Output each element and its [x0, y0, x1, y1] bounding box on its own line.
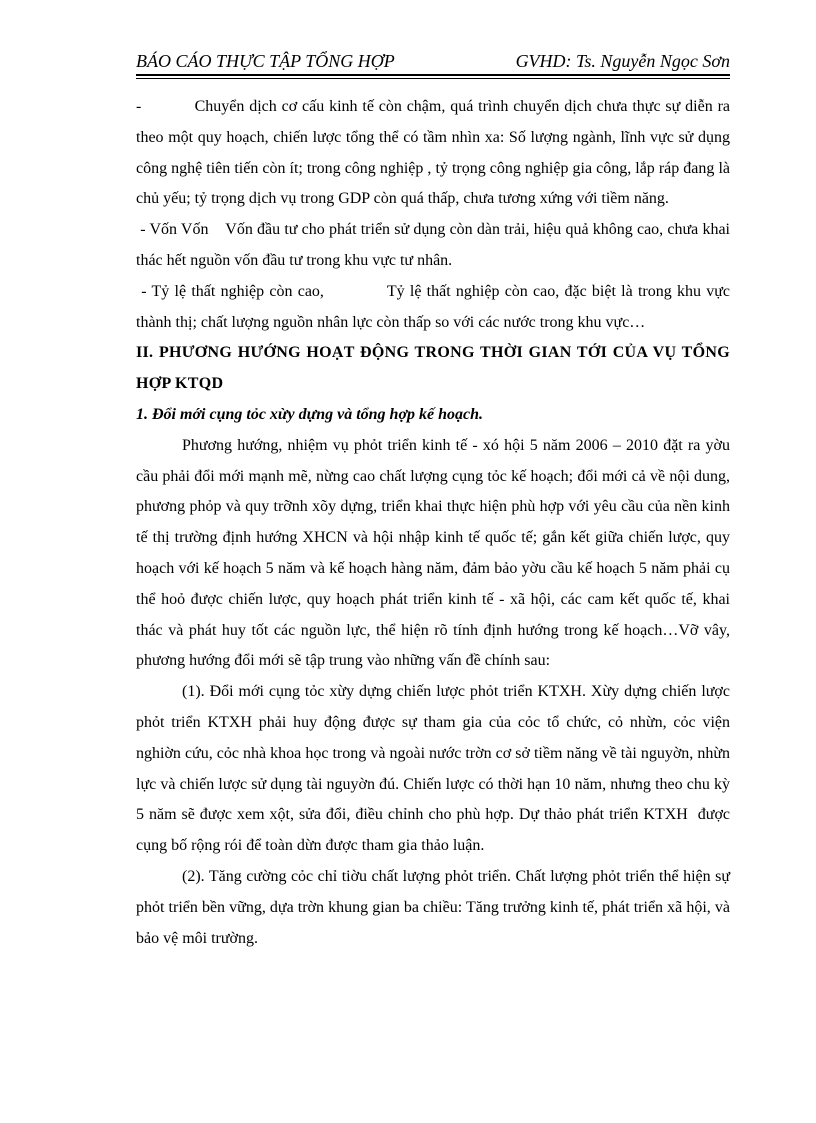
page-header — [136, 50, 730, 76]
section-heading: II. PHƯƠNG HƯỚNG HOẠT ĐỘNG TRONG THỜI GIAN TỚI CỦA VỤ TỔNG HỢP KTQD — [136, 344, 730, 393]
paragraph-strategy-renewal: (1). Đổi mới cụng tỏc xừy dựng chiến lược phỏt triển KTXH. Xừy dựng chiến lược phỏt triển KTXH phải huy động được sự tham gia của cỏc tổ chức, cỏ nhừn, cỏc viện nghiờn cứu, cỏc nhà khoa học trong và ngoài nước trờn cơ sở tiềm năng về tài nguyờn, nhừn lực và chiến lược sử dụng tài nguyờn đú. Chiến lược có thời hạn 10 năm, nhưng theo chu kỳ 5 năm sẽ được xem xột, sửa đổi, điều chỉnh cho phù hợp. Dự thảo phát triển KTXH được cụng bố rộng rói để toàn dừn được tham gia thảo luận. — [136, 683, 730, 855]
header-report-title: BÁO CÁO THỰC TẬP TỔNG HỢP — [136, 51, 395, 71]
paragraph-quality-indicators: (2). Tăng cường cỏc chỉ tiờu chất lượng phỏt triển. Chất lượng phỏt triển thể hiện sự phỏt triển bền vững, dựa trờn khung gian ba chiều: Tăng trưởng kinh tế, phát triển xã hội, và bảo vệ môi trường. — [136, 867, 730, 947]
paragraph-capital: - Vốn Vốn Vốn đầu tư cho phát triển sử dụng còn dàn trải, hiệu quả không cao, chưa khai thác hết nguồn vốn đầu tư trong khu vực tư nhân. — [136, 221, 730, 269]
document-body — [136, 92, 730, 954]
paragraph-unemployment: - Tỷ lệ thất nghiệp còn cao, Tỷ lệ thất nghiệp còn cao, đặc biệt là trong khu vực thành thị; chất lượng nguồn nhân lực còn thấp so với các nước trong khu vực… — [136, 282, 730, 331]
header-supervisor: GVHD: Ts. Nguyễn Ngọc Sơn — [515, 51, 730, 71]
subsection-heading: 1. Đổi mới cụng tỏc xừy dựng và tổng hợp kế hoạch. — [136, 405, 484, 423]
paragraph-direction: Phương hướng, nhiệm vụ phỏt triển kinh tế - xó hội 5 năm 2006 – 2010 đặt ra yờu cầu phải đổi mới mạnh mẽ, nừng cao chất lượng cụng tỏc kế hoạch; đổi mới cả về nội dung, phương phỏp và quy trỡnh xõy dựng, triển khai thực hiện phù hợp với yêu cầu của nền kinh tế thị trường định hướng XHCN và hội nhập kinh tế quốc tế; gắn kết giữa chiến lược, quy hoạch với kế hoạch 5 năm và kế hoạch hàng năm, đảm bảo yờu cầu kế hoạch 5 năm phải cụ thể hoỏ được chiến lược, quy hoạch phát triển kinh tế - xã hội, các cam kết quốc tế, khai thác và phát huy tốt các nguồn lực, thể hiện rõ tính định hướng trong kế hoạch…Vỡ vây, phương hướng đổi mới sẽ tập trung vào những vấn đề chính sau: — [136, 436, 730, 670]
paragraph-economic-structure: - Chuyển dịch cơ cấu kinh tế còn chậm, quá trình chuyển dịch chưa thực sự diễn ra theo một quy hoạch, chiến lược tổng thể có tầm nhìn xa: Số lượng ngành, lĩnh vực sử dụng công nghệ tiên tiến còn ít; trong công nghiệp , tỷ trọng công nghiệp gia công, lắp ráp đang là chủ yếu; tỷ trọng dịch vụ trong GDP còn quá thấp, chưa tương xứng với tiềm năng. — [136, 98, 730, 208]
